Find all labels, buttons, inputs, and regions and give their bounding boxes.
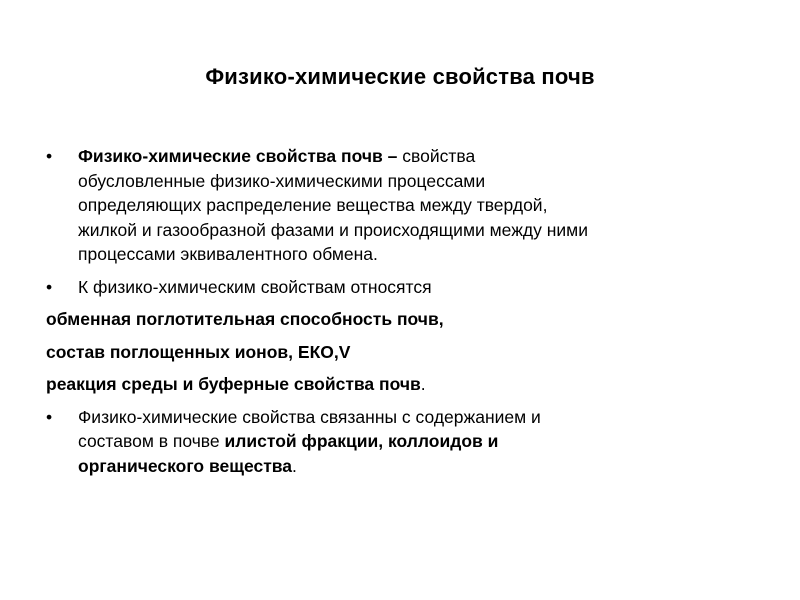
definition-line-5: процессами эквивалентного обмена. [78, 244, 378, 264]
bullet-glyph: • [46, 406, 53, 427]
relation-line-2-plain: составом в почве [78, 431, 225, 451]
definition-dash: – [382, 146, 403, 166]
definition-line-3: определяющих распределение вещества между твердой, [78, 195, 548, 215]
bullet-glyph: • [46, 146, 53, 166]
slide-title: Физико-химические свойства почв [205, 64, 595, 89]
property-line-reaction-buffer [46, 372, 766, 397]
reaction-buffer-period: . [420, 374, 426, 394]
definition-term: Физико-химические свойства почв [78, 146, 383, 166]
relation-line-1: Физико-химические свойства связанны с содержанием и [78, 406, 541, 427]
properties-intro-text: К физико-химическим свойствам относятся [78, 276, 432, 297]
definition-line-2: обусловленные физико-химическими процессами [78, 170, 486, 191]
bullet-item-properties-intro [46, 275, 766, 300]
relation-line-3-period: . [292, 455, 297, 476]
definition-line-1: свойства [402, 146, 476, 166]
property-line-exchange-capacity: обменная поглотительная способность почв, [46, 309, 444, 329]
relation-line-2-bold: илистой фракции, коллоидов и [224, 431, 499, 451]
reaction-buffer-text: реакция среды и буферные свойства почв [46, 374, 421, 394]
bullet-glyph: • [46, 276, 53, 297]
bullet-item-content-relation [46, 405, 766, 479]
bullet-item-definition [46, 144, 766, 267]
slide-content [46, 144, 766, 486]
property-line-absorbed-ions: состав поглощенных ионов, ЕКО,V [46, 341, 351, 362]
definition-line-4: жилкой и газообразной фазами и происходящими между ними [78, 219, 588, 240]
relation-line-3-bold: органического вещества [78, 455, 293, 476]
